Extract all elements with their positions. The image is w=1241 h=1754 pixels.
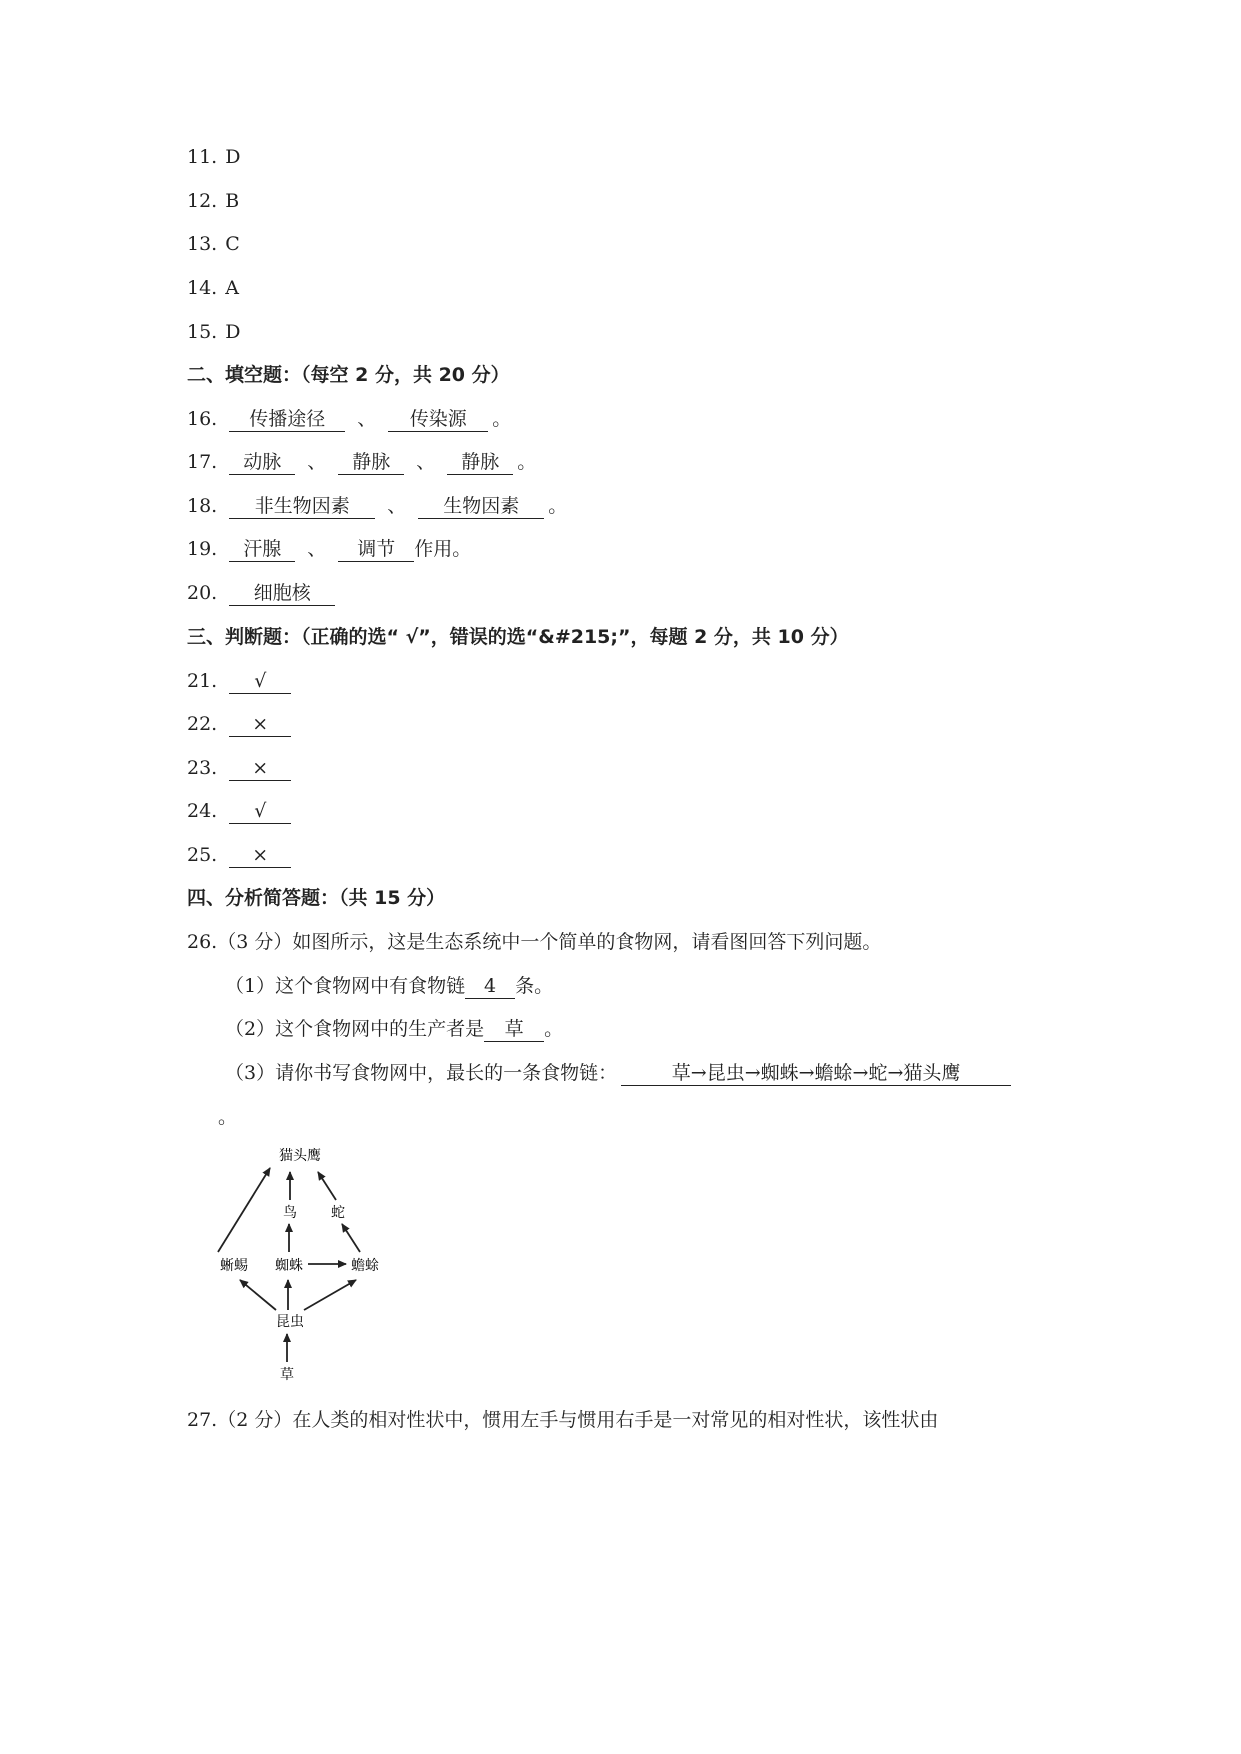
node-bird: 鸟	[283, 1205, 297, 1221]
mc-answer-value: B	[225, 190, 240, 212]
part-text: 。	[544, 1018, 564, 1040]
answer-blank: 调节	[338, 537, 414, 562]
answer-blank: 非生物因素	[229, 494, 375, 519]
mc-answer-value: C	[225, 233, 240, 255]
end-punct: 。	[517, 451, 537, 473]
question-26-part-3	[225, 1060, 1011, 1086]
end-text: 作用。	[414, 538, 472, 560]
mc-answer-value: A	[225, 277, 239, 299]
q-number: 18.	[187, 495, 218, 517]
node-owl: 猫头鹰	[279, 1148, 321, 1164]
question-26-part-3-end: 。	[218, 1106, 238, 1128]
node-snake: 蛇	[331, 1205, 345, 1221]
q-number: 19.	[187, 538, 218, 560]
mc-answer-15	[187, 319, 240, 345]
part-text: （3）请你书写食物网中，最长的一条食物链：	[225, 1062, 618, 1084]
q-number: 22.	[187, 713, 218, 735]
fill-question-20	[187, 580, 335, 606]
end-punct: 。	[492, 408, 512, 430]
mc-answer-11	[187, 144, 240, 170]
answer-blank: 静脉	[338, 450, 404, 475]
mc-answer-14	[187, 275, 239, 301]
q-number: 13.	[187, 233, 218, 255]
separator: 、	[307, 538, 327, 560]
arrow-snake-owl	[318, 1172, 336, 1200]
food-web-diagram	[210, 1140, 440, 1400]
judge-question-21	[187, 668, 291, 694]
q-number: 15.	[187, 321, 218, 343]
mc-answer-value: D	[225, 146, 241, 168]
q-number: 23.	[187, 757, 218, 779]
q-number: 12.	[187, 190, 218, 212]
node-lizard: 蜥蜴	[220, 1258, 248, 1274]
node-insect: 昆虫	[276, 1314, 304, 1330]
answer-blank: 汗腺	[229, 537, 295, 562]
answer-blank: 传染源	[388, 407, 488, 432]
section-heading-fill: 二、填空题：（每空 2 分，共 20 分）	[187, 364, 510, 386]
answer-blank: ×	[229, 843, 291, 868]
answer-blank: √	[229, 799, 291, 824]
part-text: 条。	[515, 975, 554, 997]
question-26-part-2	[225, 1016, 563, 1042]
answer-blank: 草→昆虫→蜘蛛→蟾蜍→蛇→猫头鹰	[621, 1061, 1011, 1086]
fill-question-16	[187, 406, 511, 432]
answer-blank: 传播途径	[229, 407, 345, 432]
answer-blank: 生物因素	[418, 494, 544, 519]
separator: 、	[307, 451, 327, 473]
q-number: 17.	[187, 451, 218, 473]
judge-question-22	[187, 711, 291, 737]
mc-answer-12	[187, 188, 239, 214]
judge-question-25	[187, 842, 291, 868]
answer-blank: √	[229, 669, 291, 694]
arrow-insect-lizard	[240, 1280, 276, 1310]
question-26-stem: 26.（3 分）如图所示，这是生态系统中一个简单的食物网，请看图回答下列问题。	[187, 931, 882, 953]
part-text: （1）这个食物网中有食物链	[225, 975, 466, 997]
fill-question-19	[187, 536, 471, 562]
node-grass: 草	[280, 1367, 294, 1383]
separator: 、	[357, 408, 377, 430]
arrow-toad-snake	[342, 1224, 360, 1252]
answer-blank: ×	[229, 712, 291, 737]
q-number: 16.	[187, 408, 218, 430]
part-text: （2）这个食物网中的生产者是	[225, 1018, 485, 1040]
separator: 、	[387, 495, 407, 517]
judge-question-23	[187, 755, 291, 781]
node-spider: 蜘蛛	[275, 1258, 303, 1274]
section-heading-analysis: 四、分析简答题：（共 15 分）	[187, 887, 446, 909]
arrow-insect-toad	[304, 1280, 356, 1310]
fill-question-17	[187, 449, 536, 475]
q-number: 20.	[187, 582, 218, 604]
fill-question-18	[187, 493, 567, 519]
node-toad: 蟾蜍	[351, 1258, 379, 1274]
q-number: 11.	[187, 146, 218, 168]
judge-question-24	[187, 798, 291, 824]
answer-blank: 动脉	[229, 450, 295, 475]
answer-blank: 静脉	[447, 450, 513, 475]
answer-blank: 细胞核	[229, 581, 335, 606]
q-number: 24.	[187, 800, 218, 822]
mc-answer-13	[187, 231, 240, 257]
q-number: 21.	[187, 670, 218, 692]
q-number: 25.	[187, 844, 218, 866]
end-punct: 。	[548, 495, 568, 517]
answer-blank: 草	[484, 1017, 544, 1042]
question-26-part-1	[225, 973, 553, 999]
mc-answer-value: D	[225, 321, 241, 343]
question-27-stem: 27.（2 分）在人类的相对性状中，惯用左手与惯用右手是一对常见的相对性状，该性状由	[187, 1409, 939, 1431]
arrow-lizard-owl	[218, 1168, 270, 1252]
q-number: 14.	[187, 277, 218, 299]
answer-blank: 4	[465, 974, 515, 999]
section-heading-judge: 三、判断题：（正确的选“ √”，错误的选“&#215;”，每题 2 分，共 10 分）	[187, 626, 849, 648]
separator: 、	[416, 451, 436, 473]
answer-blank: ×	[229, 756, 291, 781]
